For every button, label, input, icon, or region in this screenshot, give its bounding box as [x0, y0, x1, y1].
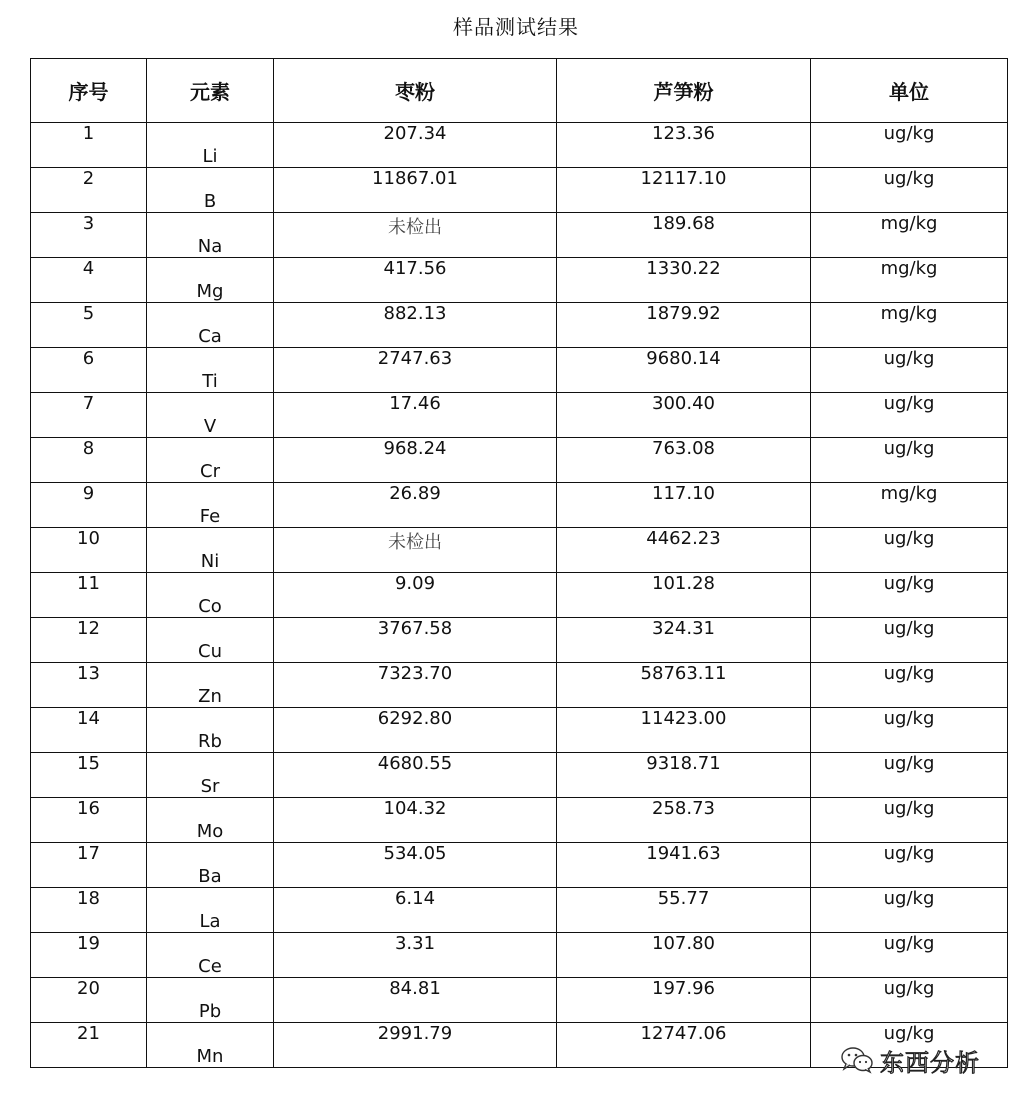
- cell-unit: ug/kg: [811, 528, 1008, 573]
- cell-seq: 17: [31, 843, 147, 888]
- cell-seq: 2: [31, 168, 147, 213]
- cell-asparagus-powder: 324.31: [557, 618, 811, 663]
- cell-seq: 19: [31, 933, 147, 978]
- header-asparagus-powder: 芦笋粉: [557, 59, 811, 123]
- cell-unit: ug/kg: [811, 123, 1008, 168]
- cell-asparagus-powder: 1941.63: [557, 843, 811, 888]
- cell-jujube-powder: 未检出: [274, 528, 557, 573]
- cell-unit: ug/kg: [811, 843, 1008, 888]
- cell-asparagus-powder: 197.96: [557, 978, 811, 1023]
- cell-element: Cr: [147, 438, 274, 483]
- cell-element: Mo: [147, 798, 274, 843]
- cell-jujube-powder: 207.34: [274, 123, 557, 168]
- table-row: [31, 618, 1008, 663]
- cell-jujube-powder: 6292.80: [274, 708, 557, 753]
- table-row: [31, 888, 1008, 933]
- cell-asparagus-powder: 117.10: [557, 483, 811, 528]
- cell-seq: 1: [31, 123, 147, 168]
- cell-seq: 13: [31, 663, 147, 708]
- cell-asparagus-powder: 300.40: [557, 393, 811, 438]
- cell-element: V: [147, 393, 274, 438]
- cell-element: Rb: [147, 708, 274, 753]
- header-jujube-powder: 枣粉: [274, 59, 557, 123]
- table-header-row: [31, 59, 1008, 123]
- table-row: [31, 438, 1008, 483]
- cell-element: Co: [147, 573, 274, 618]
- cell-element: La: [147, 888, 274, 933]
- table-body: [31, 123, 1008, 1068]
- cell-unit: ug/kg: [811, 753, 1008, 798]
- results-table: [30, 58, 1008, 1068]
- cell-asparagus-powder: 123.36: [557, 123, 811, 168]
- cell-asparagus-powder: 9680.14: [557, 348, 811, 393]
- table-row: [31, 303, 1008, 348]
- header-seq: 序号: [31, 59, 147, 123]
- cell-jujube-powder: 17.46: [274, 393, 557, 438]
- cell-element: Ni: [147, 528, 274, 573]
- table-row: [31, 843, 1008, 888]
- cell-asparagus-powder: 12117.10: [557, 168, 811, 213]
- cell-seq: 12: [31, 618, 147, 663]
- cell-unit: ug/kg: [811, 933, 1008, 978]
- cell-seq: 8: [31, 438, 147, 483]
- cell-asparagus-powder: 1330.22: [557, 258, 811, 303]
- table-row: [31, 123, 1008, 168]
- cell-unit: ug/kg: [811, 978, 1008, 1023]
- cell-seq: 5: [31, 303, 147, 348]
- cell-seq: 14: [31, 708, 147, 753]
- cell-element: Mg: [147, 258, 274, 303]
- cell-unit: ug/kg: [811, 708, 1008, 753]
- table-row: [31, 753, 1008, 798]
- cell-asparagus-powder: 1879.92: [557, 303, 811, 348]
- header-unit: 单位: [811, 59, 1008, 123]
- cell-unit: ug/kg: [811, 1023, 1008, 1068]
- cell-jujube-powder: 2991.79: [274, 1023, 557, 1068]
- cell-asparagus-powder: 101.28: [557, 573, 811, 618]
- table-row: [31, 528, 1008, 573]
- cell-jujube-powder: 417.56: [274, 258, 557, 303]
- cell-jujube-powder: 9.09: [274, 573, 557, 618]
- cell-unit: ug/kg: [811, 348, 1008, 393]
- cell-jujube-powder: 104.32: [274, 798, 557, 843]
- cell-unit: mg/kg: [811, 213, 1008, 258]
- table-row: [31, 933, 1008, 978]
- table-row: [31, 978, 1008, 1023]
- table-row: [31, 168, 1008, 213]
- cell-jujube-powder: 882.13: [274, 303, 557, 348]
- cell-asparagus-powder: 189.68: [557, 213, 811, 258]
- table-row: [31, 348, 1008, 393]
- cell-seq: 16: [31, 798, 147, 843]
- cell-asparagus-powder: 4462.23: [557, 528, 811, 573]
- cell-unit: ug/kg: [811, 393, 1008, 438]
- cell-element: B: [147, 168, 274, 213]
- cell-element: Ca: [147, 303, 274, 348]
- table-row: [31, 258, 1008, 303]
- cell-element: Ce: [147, 933, 274, 978]
- cell-unit: ug/kg: [811, 618, 1008, 663]
- cell-element: Ba: [147, 843, 274, 888]
- cell-asparagus-powder: 9318.71: [557, 753, 811, 798]
- cell-seq: 9: [31, 483, 147, 528]
- page-title: 样品测试结果: [453, 15, 579, 39]
- cell-unit: ug/kg: [811, 573, 1008, 618]
- cell-seq: 15: [31, 753, 147, 798]
- cell-element: Na: [147, 213, 274, 258]
- table-row: [31, 1023, 1008, 1068]
- cell-jujube-powder: 6.14: [274, 888, 557, 933]
- cell-jujube-powder: 84.81: [274, 978, 557, 1023]
- cell-seq: 7: [31, 393, 147, 438]
- cell-seq: 3: [31, 213, 147, 258]
- header-element: 元素: [147, 59, 274, 123]
- table-row: [31, 798, 1008, 843]
- cell-element: Pb: [147, 978, 274, 1023]
- cell-unit: ug/kg: [811, 888, 1008, 933]
- cell-asparagus-powder: 55.77: [557, 888, 811, 933]
- table-row: [31, 663, 1008, 708]
- cell-unit: mg/kg: [811, 258, 1008, 303]
- cell-seq: 10: [31, 528, 147, 573]
- table-row: [31, 393, 1008, 438]
- cell-unit: mg/kg: [811, 303, 1008, 348]
- cell-element: Fe: [147, 483, 274, 528]
- table-row: [31, 573, 1008, 618]
- cell-seq: 11: [31, 573, 147, 618]
- cell-element: Zn: [147, 663, 274, 708]
- cell-seq: 21: [31, 1023, 147, 1068]
- cell-element: Sr: [147, 753, 274, 798]
- cell-jujube-powder: 3767.58: [274, 618, 557, 663]
- cell-asparagus-powder: 11423.00: [557, 708, 811, 753]
- cell-jujube-powder: 7323.70: [274, 663, 557, 708]
- cell-unit: ug/kg: [811, 438, 1008, 483]
- cell-element: Cu: [147, 618, 274, 663]
- cell-asparagus-powder: 763.08: [557, 438, 811, 483]
- cell-asparagus-powder: 258.73: [557, 798, 811, 843]
- cell-asparagus-powder: 12747.06: [557, 1023, 811, 1068]
- cell-jujube-powder: 26.89: [274, 483, 557, 528]
- watermark-text: 东西分析: [880, 1048, 980, 1077]
- cell-seq: 18: [31, 888, 147, 933]
- cell-asparagus-powder: 58763.11: [557, 663, 811, 708]
- cell-element: Ti: [147, 348, 274, 393]
- cell-element: Mn: [147, 1023, 274, 1068]
- cell-unit: ug/kg: [811, 798, 1008, 843]
- cell-unit: ug/kg: [811, 168, 1008, 213]
- cell-unit: mg/kg: [811, 483, 1008, 528]
- cell-seq: 20: [31, 978, 147, 1023]
- cell-jujube-powder: 11867.01: [274, 168, 557, 213]
- cell-unit: ug/kg: [811, 663, 1008, 708]
- cell-jujube-powder: 3.31: [274, 933, 557, 978]
- table-row: [31, 483, 1008, 528]
- cell-jujube-powder: 4680.55: [274, 753, 557, 798]
- cell-seq: 4: [31, 258, 147, 303]
- table-row: [31, 708, 1008, 753]
- cell-asparagus-powder: 107.80: [557, 933, 811, 978]
- cell-jujube-powder: 968.24: [274, 438, 557, 483]
- cell-jujube-powder: 534.05: [274, 843, 557, 888]
- table-row: [31, 213, 1008, 258]
- cell-jujube-powder: 2747.63: [274, 348, 557, 393]
- cell-jujube-powder: 未检出: [274, 213, 557, 258]
- cell-seq: 6: [31, 348, 147, 393]
- cell-element: Li: [147, 123, 274, 168]
